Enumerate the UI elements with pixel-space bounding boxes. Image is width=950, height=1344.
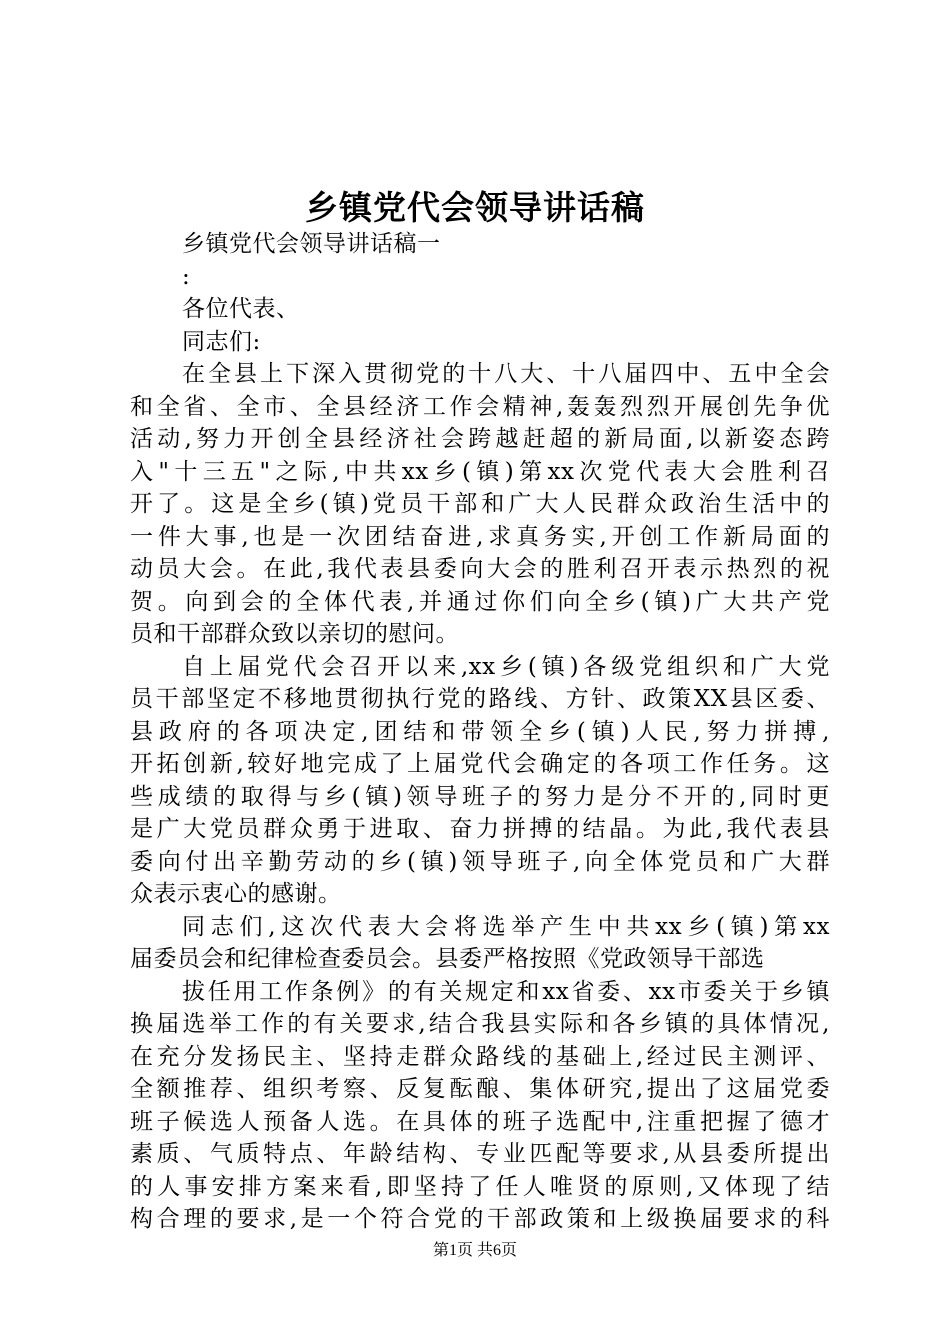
text-line: 贺。向到会的全体代表,并通过你们向全乡(镇)广大共产党: [130, 588, 830, 615]
text-line: 素质、气质特点、年龄结构、专业匹配等要求,从县委所提出: [130, 1141, 830, 1167]
text-line: 自上届党代会召开以来,xx乡(镇)各级党组织和广大党: [182, 653, 830, 680]
text-line: 入"十三五"之际,中共xx乡(镇)第xx次党代表大会胜利召: [130, 458, 830, 485]
text-line: 在充分发扬民主、坚持走群众路线的基础上,经过民主测评、: [130, 1043, 830, 1070]
text-line: 和全省、全市、全县经济工作会精神,轰轰烈烈开展创先争优: [130, 393, 830, 420]
text-line: 拔任用工作条例》的有关规定和xx省委、xx市委关于乡镇: [182, 978, 830, 1005]
text-line: 全额推荐、组织考察、反复酝酿、集体研究,提出了这届党委: [130, 1076, 830, 1102]
text-line: 构合理的要求,是一个符合党的干部政策和上级换届要求的科: [130, 1206, 830, 1232]
text-line: 些成绩的取得与乡(镇)领导班子的努力是分不开的,同时更: [130, 783, 830, 810]
text-line: 是广大党员群众勇于进取、奋力拼搏的结晶。为此,我代表县: [130, 816, 830, 842]
text-line: 员干部坚定不移地贯彻执行党的路线、方针、政策XX县区委、: [130, 686, 830, 712]
text-line: 同志们,这次代表大会将选举产生中共xx乡(镇)第xx: [182, 913, 830, 940]
text-line: 众表示衷心的感谢。: [130, 881, 342, 907]
text-line: 委向付出辛勤劳动的乡(镇)领导班子,向全体党员和广大群: [130, 848, 830, 875]
text-line: 班子候选人预备人选。在具体的班子选配中,注重把握了德才: [130, 1108, 830, 1135]
text-line: 同志们:: [182, 328, 261, 355]
text-line: 各位代表、: [182, 296, 300, 322]
text-line: 换届选举工作的有关要求,结合我县实际和各乡镇的具体情况,: [130, 1011, 830, 1037]
text-line: 开拓创新,较好地完成了上届党代会确定的各项工作任务。这: [130, 751, 830, 777]
text-line: 开了。这是全乡(镇)党员干部和广大人民群众政治生活中的: [130, 491, 830, 517]
text-line: 的人事安排方案来看,即坚持了任人唯贤的原则,又体现了结: [130, 1173, 830, 1200]
text-line: 活动,努力开创全县经济社会跨越赶超的新局面,以新姿态跨: [130, 426, 830, 452]
page-footer: 第1页 共6页: [432, 1242, 517, 1259]
text-line: 动员大会。在此,我代表县委向大会的胜利召开表示热烈的祝: [130, 556, 830, 582]
text-line: :: [182, 263, 191, 290]
document-body: [130, 228, 830, 1236]
text-line: 一件大事,也是一次团结奋进,求真务实,开创工作新局面的: [130, 523, 830, 550]
document-title: 乡镇党代会领导讲话稿: [305, 188, 645, 227]
text-line: 员和干部群众致以亲切的慰问。: [130, 621, 459, 647]
text-line: 县政府的各项决定,团结和带领全乡(镇)人民,努力拼搏,: [130, 718, 830, 745]
text-line: 在全县上下深入贯彻党的十八大、十八届四中、五中全会: [182, 361, 830, 387]
text-line: 乡镇党代会领导讲话稿一: [182, 231, 441, 257]
text-line: 届委员会和纪律检查委员会。县委严格按照《党政领导干部选: [130, 946, 765, 972]
